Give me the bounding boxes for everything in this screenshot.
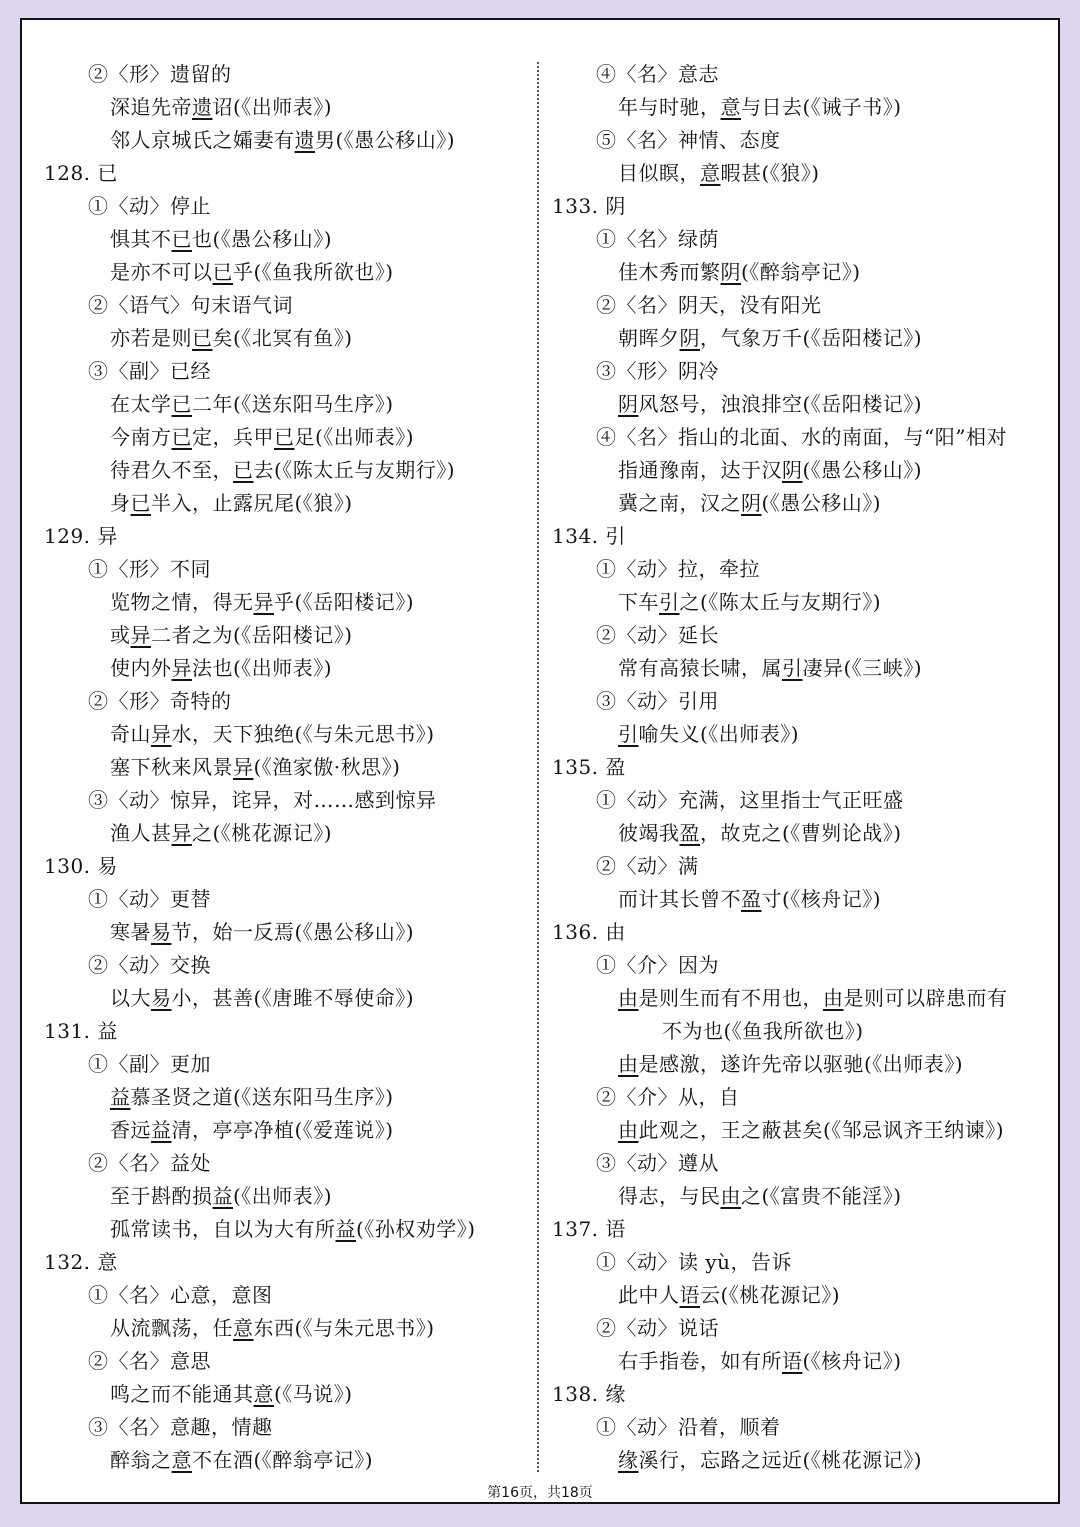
highlighted-character: 已 <box>212 260 233 284</box>
example-line <box>44 652 534 685</box>
highlighted-character: 益 <box>335 1217 356 1241</box>
sense-definition <box>44 883 534 916</box>
example-line <box>552 91 1052 124</box>
example-line <box>44 1312 534 1345</box>
highlighted-character: 易 <box>151 920 172 944</box>
text-fragment: 137. 语 <box>552 1217 626 1241</box>
sense-definition <box>552 421 1052 454</box>
sense-definition <box>44 289 534 322</box>
text-fragment: ②〈名〉意思 <box>88 1349 211 1373</box>
entry-heading <box>552 1378 1052 1411</box>
text-fragment: ②〈语气〉句末语气词 <box>88 293 293 317</box>
sense-definition <box>44 1345 534 1378</box>
text-fragment: 年与时驰， <box>618 95 721 119</box>
text-fragment: ①〈名〉心意，意图 <box>88 1283 273 1307</box>
highlighted-character: 由 <box>618 1052 639 1076</box>
text-fragment: 半入，止露尻尾(《狼》) <box>151 491 353 515</box>
highlighted-character: 意 <box>700 161 721 185</box>
highlighted-character: 已 <box>171 227 192 251</box>
example-line <box>552 1345 1052 1378</box>
highlighted-character: 阴 <box>679 326 700 350</box>
example-line <box>44 388 534 421</box>
text-fragment: 奇山 <box>110 722 151 746</box>
sense-definition <box>44 784 534 817</box>
text-fragment: 130. 易 <box>44 854 118 878</box>
text-fragment: 孤常读书，自以为大有所 <box>110 1217 336 1241</box>
highlighted-character: 意 <box>720 95 741 119</box>
text-fragment: (《渔家傲·秋思》) <box>253 755 401 779</box>
text-fragment: 水，天下独绝(《与朱元思书》) <box>171 722 435 746</box>
example-line <box>44 256 534 289</box>
highlighted-character: 由 <box>618 986 639 1010</box>
text-fragment: 目似瞑， <box>618 161 700 185</box>
text-fragment: ③〈副〉已经 <box>88 359 211 383</box>
text-fragment: 之(《富贵不能淫》) <box>741 1184 902 1208</box>
text-fragment: 乎(《岳阳楼记》) <box>274 590 415 614</box>
text-fragment: ①〈名〉绿荫 <box>596 227 719 251</box>
sense-definition <box>552 1312 1052 1345</box>
highlighted-character: 引 <box>659 590 680 614</box>
sense-definition <box>552 58 1052 91</box>
highlighted-character: 异 <box>171 821 192 845</box>
text-fragment: 佳木秀而繁 <box>618 260 721 284</box>
text-fragment: 二年(《送东阳马生序》) <box>192 392 394 416</box>
entry-heading <box>44 1246 534 1279</box>
text-fragment: 寸(《核舟记》) <box>761 887 882 911</box>
sense-definition <box>44 1279 534 1312</box>
text-fragment: 渔人甚 <box>110 821 172 845</box>
sense-definition <box>552 784 1052 817</box>
text-fragment: 矣(《北冥有鱼》) <box>212 326 353 350</box>
text-fragment: 乎(《鱼我所欲也》) <box>233 260 394 284</box>
text-fragment: 是亦不可以 <box>110 260 213 284</box>
text-fragment: 135. 盈 <box>552 755 626 779</box>
highlighted-character: 缘 <box>618 1448 639 1472</box>
text-fragment: ⑤〈名〉神情、态度 <box>596 128 781 152</box>
sense-definition <box>44 1147 534 1180</box>
text-fragment: 131. 益 <box>44 1019 118 1043</box>
column-divider <box>537 62 539 1472</box>
right-column <box>552 58 1052 1477</box>
text-fragment: 之(《桃花源记》) <box>192 821 333 845</box>
highlighted-character: 阴 <box>782 458 803 482</box>
example-line <box>44 223 534 256</box>
text-fragment: 冀之南，汉之 <box>618 491 741 515</box>
example-line <box>552 817 1052 850</box>
text-fragment: 彼竭我 <box>618 821 680 845</box>
example-line <box>552 718 1052 751</box>
sense-definition <box>552 619 1052 652</box>
text-fragment: 134. 引 <box>552 524 626 548</box>
highlighted-character: 盈 <box>679 821 700 845</box>
text-fragment: 云(《桃花源记》) <box>700 1283 841 1307</box>
text-fragment: ①〈动〉读 yù，告诉 <box>596 1250 793 1274</box>
example-line <box>44 916 534 949</box>
text-fragment: ②〈介〉从，自 <box>596 1085 740 1109</box>
text-fragment: 深追先帝 <box>110 95 192 119</box>
text-fragment: 男(《愚公移山》) <box>315 128 456 152</box>
example-line <box>44 487 534 520</box>
sense-definition <box>552 850 1052 883</box>
sense-definition <box>44 1411 534 1444</box>
entry-heading <box>44 1015 534 1048</box>
highlighted-character: 已 <box>192 326 213 350</box>
text-fragment: ①〈动〉拉，牵拉 <box>596 557 760 581</box>
text-fragment: (《醉翁亭记》) <box>741 260 861 284</box>
entry-heading <box>44 157 534 190</box>
sense-definition <box>44 58 534 91</box>
text-fragment: 节，始一反焉(《愚公移山》) <box>171 920 415 944</box>
text-fragment: 常有高猿长啸，属 <box>618 656 782 680</box>
example-line <box>552 982 1052 1015</box>
text-fragment: 从流飘荡，任 <box>110 1316 233 1340</box>
highlighted-character: 益 <box>110 1085 131 1109</box>
highlighted-character: 阴 <box>720 260 741 284</box>
text-fragment: 今南方 <box>110 425 172 449</box>
text-fragment: (《马说》) <box>274 1382 353 1406</box>
text-fragment: 定，兵甲 <box>192 425 274 449</box>
example-line <box>552 1114 1052 1147</box>
example-line <box>552 454 1052 487</box>
sense-definition <box>552 223 1052 256</box>
text-fragment: 清，亭亭净植(《爱莲说》) <box>171 1118 394 1142</box>
sense-definition <box>44 685 534 718</box>
text-fragment: 法也(《出师表》) <box>192 656 333 680</box>
text-fragment: ②〈名〉阴天，没有阳光 <box>596 293 822 317</box>
left-column <box>44 58 534 1477</box>
example-line <box>44 322 534 355</box>
text-fragment: 在太学 <box>110 392 172 416</box>
text-fragment: 亦若是则 <box>110 326 192 350</box>
highlighted-character: 异 <box>130 623 151 647</box>
text-fragment: ①〈动〉充满，这里指士气正旺盛 <box>596 788 904 812</box>
sense-definition <box>552 685 1052 718</box>
entry-heading <box>552 751 1052 784</box>
highlighted-character: 遗 <box>294 128 315 152</box>
text-fragment: 使内外 <box>110 656 172 680</box>
example-line <box>44 454 534 487</box>
entry-heading <box>44 850 534 883</box>
text-fragment: 此观之，王之蔽甚矣(《邹忌讽齐王纳谏》) <box>638 1118 1005 1142</box>
example-line <box>552 487 1052 520</box>
highlighted-character: 意 <box>253 1382 274 1406</box>
example-line <box>552 586 1052 619</box>
text-fragment: ①〈动〉沿着，顺着 <box>596 1415 781 1439</box>
sense-definition <box>44 355 534 388</box>
text-fragment: ，故克之(《曹刿论战》) <box>700 821 902 845</box>
text-fragment: 待君久不至， <box>110 458 233 482</box>
highlighted-character: 已 <box>171 425 192 449</box>
page-footer: 第16页，共18页 <box>487 1485 593 1501</box>
document-page <box>20 18 1060 1504</box>
example-line <box>552 1180 1052 1213</box>
text-fragment: ②〈名〉益处 <box>88 1151 211 1175</box>
sense-definition <box>552 1147 1052 1180</box>
example-line <box>44 1378 534 1411</box>
entry-heading <box>552 190 1052 223</box>
text-fragment: (《核舟记》) <box>802 1349 902 1373</box>
text-fragment: ②〈动〉说话 <box>596 1316 719 1340</box>
text-fragment: 129. 异 <box>44 524 118 548</box>
text-fragment: 128. 已 <box>44 161 118 185</box>
text-fragment: ，气象万千(《岳阳楼记》) <box>700 326 923 350</box>
highlighted-character: 阴 <box>618 392 639 416</box>
sense-definition <box>552 355 1052 388</box>
text-fragment: 朝晖夕 <box>618 326 680 350</box>
text-fragment: ④〈名〉意志 <box>596 62 719 86</box>
text-fragment: ③〈动〉遵从 <box>596 1151 719 1175</box>
example-line <box>44 619 534 652</box>
text-fragment: ①〈动〉更替 <box>88 887 211 911</box>
text-fragment: 东西(《与朱元思书》) <box>253 1316 435 1340</box>
text-fragment: (《孙权劝学》) <box>356 1217 476 1241</box>
highlighted-character: 异 <box>151 722 172 746</box>
text-fragment: 溪行，忘路之远近(《桃花源记》) <box>638 1448 923 1472</box>
sense-definition <box>44 190 534 223</box>
text-fragment: 得志，与民 <box>618 1184 721 1208</box>
text-fragment: ②〈动〉满 <box>596 854 699 878</box>
entry-heading <box>44 520 534 553</box>
example-line <box>552 322 1052 355</box>
example-line <box>552 1279 1052 1312</box>
text-fragment: ②〈形〉奇特的 <box>88 689 232 713</box>
text-fragment: 暇甚(《狼》) <box>720 161 820 185</box>
text-fragment: 诏(《出师表》) <box>212 95 333 119</box>
text-fragment: (《愚公移山》) <box>802 458 923 482</box>
text-fragment: ①〈形〉不同 <box>88 557 211 581</box>
text-fragment: (《出师表》) <box>233 1184 333 1208</box>
highlighted-character: 语 <box>782 1349 803 1373</box>
text-fragment: ③〈动〉惊异，诧异，对……感到惊异 <box>88 788 437 812</box>
text-fragment: 与日去(《诫子书》) <box>741 95 902 119</box>
text-fragment: 是则可以辟患而有 <box>843 986 1008 1010</box>
text-fragment: 寒暑 <box>110 920 151 944</box>
highlighted-character: 已 <box>274 425 295 449</box>
text-fragment: 而计其长曾不 <box>618 887 741 911</box>
text-fragment: 下车 <box>618 590 659 614</box>
sense-definition <box>44 1048 534 1081</box>
example-line <box>44 718 534 751</box>
example-line <box>552 652 1052 685</box>
text-fragment: 览物之情，得无 <box>110 590 254 614</box>
text-fragment: 不在酒(《醉翁亭记》) <box>192 1448 374 1472</box>
highlighted-character: 意 <box>171 1448 192 1472</box>
highlighted-character: 已 <box>171 392 192 416</box>
text-fragment: 是感激，遂许先帝以驱驰(《出师表》) <box>638 1052 964 1076</box>
text-fragment: 身 <box>110 491 131 515</box>
example-line <box>44 751 534 784</box>
text-fragment: ①〈副〉更加 <box>88 1052 211 1076</box>
text-fragment: 风怒号，浊浪排空(《岳阳楼记》) <box>638 392 923 416</box>
text-fragment: ①〈动〉停止 <box>88 194 211 218</box>
text-fragment: 小，甚善(《唐雎不辱使命》) <box>171 986 415 1010</box>
text-fragment: (《愚公移山》) <box>761 491 882 515</box>
example-line <box>44 124 534 157</box>
text-fragment: 之(《陈太丘与友期行》) <box>679 590 882 614</box>
highlighted-character: 意 <box>233 1316 254 1340</box>
text-fragment: 去(《陈太丘与友期行》) <box>253 458 456 482</box>
text-fragment: 二者之为(《岳阳楼记》) <box>151 623 353 647</box>
text-fragment: 至于斟酌损 <box>110 1184 213 1208</box>
text-fragment: ③〈形〉阴冷 <box>596 359 719 383</box>
text-fragment: 塞下秋来风景 <box>110 755 233 779</box>
sense-definition <box>552 553 1052 586</box>
text-fragment: ②〈动〉延长 <box>596 623 719 647</box>
text-fragment: ②〈形〉遗留的 <box>88 62 232 86</box>
text-fragment: ③〈名〉意趣，情趣 <box>88 1415 273 1439</box>
sense-definition <box>552 289 1052 322</box>
sense-definition <box>552 1081 1052 1114</box>
example-line <box>44 1180 534 1213</box>
highlighted-character: 语 <box>679 1283 700 1307</box>
text-fragment: 此中人 <box>618 1283 680 1307</box>
text-fragment: 凄异(《三峡》) <box>802 656 923 680</box>
entry-heading <box>552 916 1052 949</box>
sense-definition <box>552 124 1052 157</box>
example-line <box>552 1048 1052 1081</box>
sense-definition <box>552 1411 1052 1444</box>
highlighted-character: 异 <box>253 590 274 614</box>
text-fragment: 133. 阴 <box>552 194 626 218</box>
sense-definition <box>44 553 534 586</box>
text-fragment: 或 <box>110 623 131 647</box>
example-line <box>44 1114 534 1147</box>
example-line <box>44 1081 534 1114</box>
highlighted-character: 益 <box>151 1118 172 1142</box>
highlighted-character: 盈 <box>741 887 762 911</box>
example-line <box>552 1444 1052 1477</box>
text-fragment: ①〈介〉因为 <box>596 953 719 977</box>
highlighted-character: 已 <box>233 458 254 482</box>
text-fragment: 醉翁之 <box>110 1448 172 1472</box>
text-fragment: 指通豫南，达于汉 <box>618 458 782 482</box>
example-line <box>552 157 1052 190</box>
text-fragment: 136. 由 <box>552 920 626 944</box>
example-line <box>44 1213 534 1246</box>
text-fragment: 右手指卷，如有所 <box>618 1349 782 1373</box>
text-fragment: 是则生而有不用也， <box>638 986 823 1010</box>
text-fragment: 132. 意 <box>44 1250 118 1274</box>
highlighted-character: 由 <box>720 1184 741 1208</box>
highlighted-character: 由 <box>618 1118 639 1142</box>
text-fragment: 鸣之而不能通其 <box>110 1382 254 1406</box>
text-fragment: 香远 <box>110 1118 151 1142</box>
highlighted-character: 已 <box>130 491 151 515</box>
example-continuation <box>552 1015 1052 1048</box>
highlighted-character: 引 <box>782 656 803 680</box>
sense-definition <box>552 1246 1052 1279</box>
highlighted-character: 引 <box>618 722 639 746</box>
example-line <box>44 421 534 454</box>
highlighted-character: 易 <box>151 986 172 1010</box>
text-fragment: 惧其不 <box>110 227 172 251</box>
example-line <box>44 982 534 1015</box>
text-fragment: 138. 缘 <box>552 1382 626 1406</box>
highlighted-character: 异 <box>171 656 192 680</box>
text-fragment: 以大 <box>110 986 151 1010</box>
text-fragment: ③〈动〉引用 <box>596 689 719 713</box>
highlighted-character: 阴 <box>741 491 762 515</box>
example-line <box>552 388 1052 421</box>
example-line <box>44 586 534 619</box>
entry-heading <box>552 1213 1052 1246</box>
text-fragment: 也(《愚公移山》) <box>192 227 333 251</box>
example-line <box>552 256 1052 289</box>
text-fragment: 喻失义(《出师表》) <box>638 722 800 746</box>
example-line <box>44 817 534 850</box>
text-fragment: ②〈动〉交换 <box>88 953 211 977</box>
text-fragment: 不为也(《鱼我所欲也》) <box>662 1019 864 1043</box>
text-fragment: 足(《出师表》) <box>294 425 415 449</box>
text-fragment: ④〈名〉指山的北面、水的南面，与“阳”相对 <box>596 425 1007 449</box>
highlighted-character: 遗 <box>192 95 213 119</box>
entry-heading <box>552 520 1052 553</box>
sense-definition <box>552 949 1052 982</box>
highlighted-character: 异 <box>233 755 254 779</box>
text-fragment: 慕圣贤之道(《送东阳马生序》) <box>130 1085 394 1109</box>
sense-definition <box>44 949 534 982</box>
example-line <box>44 1444 534 1477</box>
highlighted-character: 益 <box>212 1184 233 1208</box>
text-fragment: 邻人京城氏之孀妻有 <box>110 128 295 152</box>
example-line <box>552 883 1052 916</box>
highlighted-character: 由 <box>823 986 844 1010</box>
example-line <box>44 91 534 124</box>
